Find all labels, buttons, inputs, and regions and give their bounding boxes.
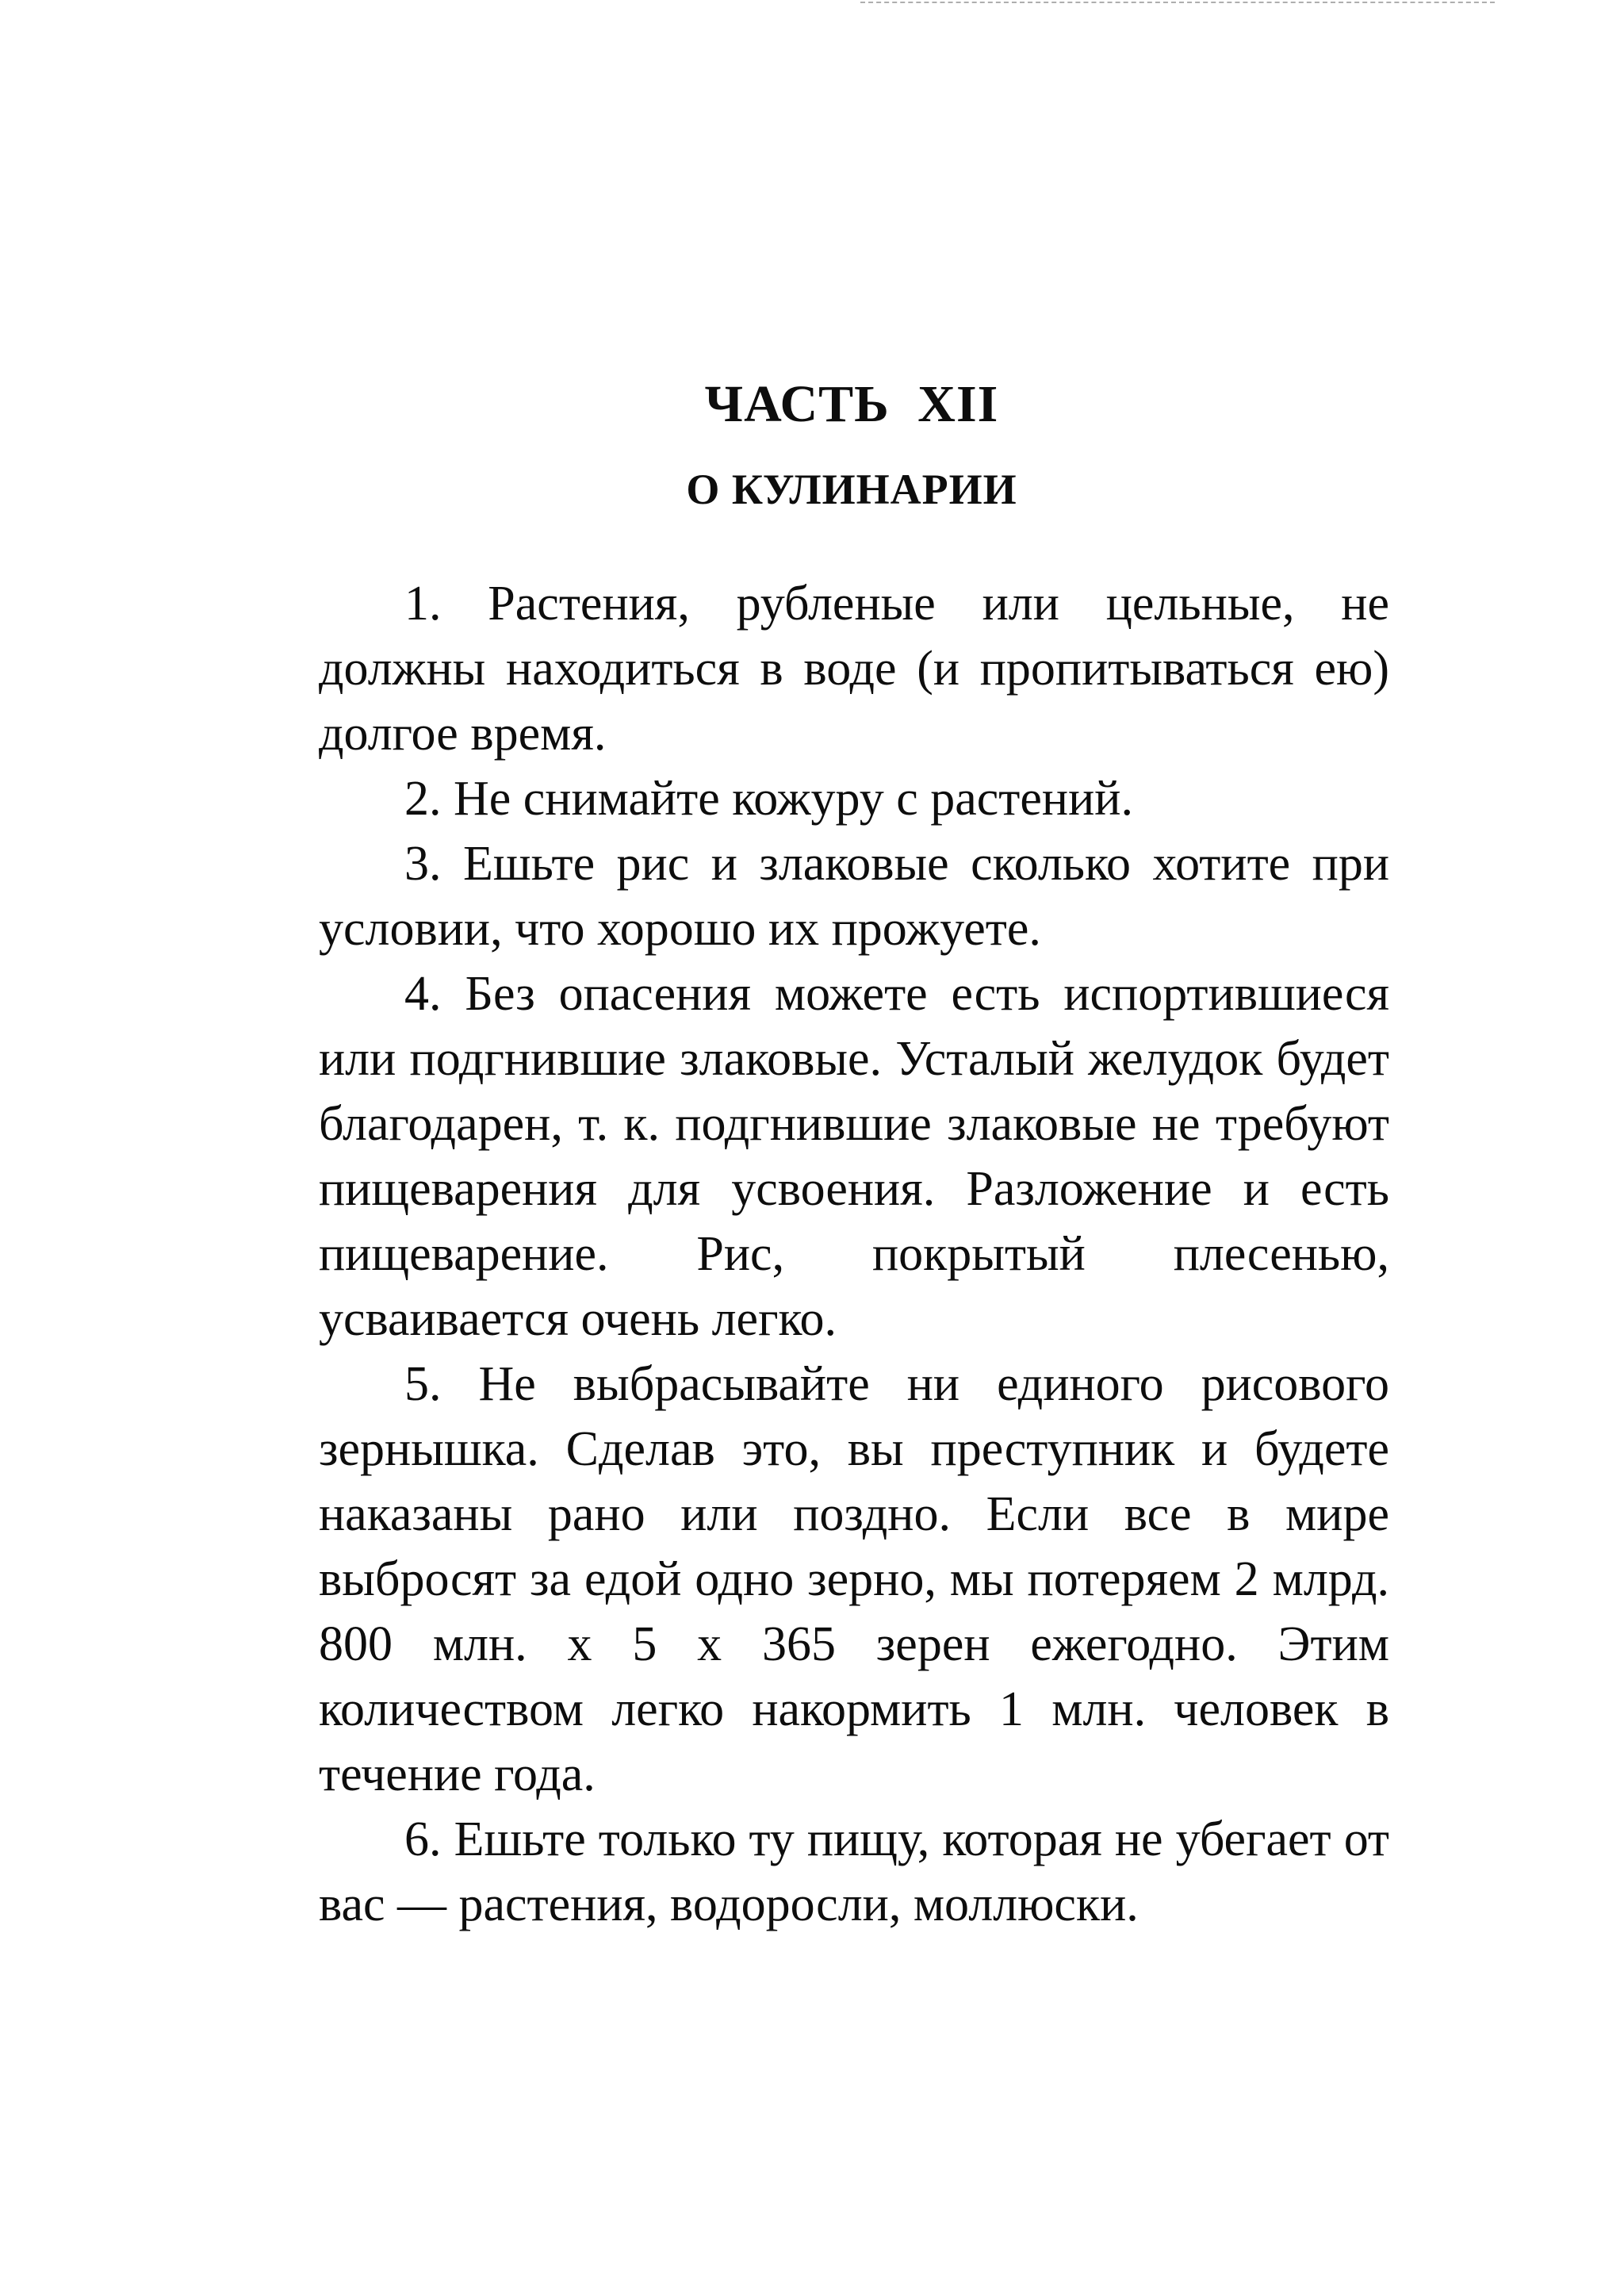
section-title: О КУЛИНАРИИ — [686, 466, 1017, 513]
paragraph-4: 4. Без опасения можете есть испортившиеся или подгнившие злаковые. Усталый желудок будет благодарен, т. к. подгнившие злаковые не требуют пищеварения для усвоения. Разложение и есть пищеварение. Рис, покрытый плесенью, усваивается очень легко. — [319, 967, 1389, 1346]
paragraph-2: 2. Не снимайте кожуру с растений. — [404, 772, 1133, 826]
paragraph-6: 6. Ешьте только ту пищу, которая не убегает от вас — растения, водоросли, моллюски. — [319, 1812, 1389, 1931]
part-title: ЧАСТЬ XII — [704, 375, 999, 433]
paragraph-1: 1. Растения, рубленые или цельные, не должны находиться в воде (и пропитываться ею) долгое время. — [319, 577, 1389, 761]
paragraph-5: 5. Не выбрасывайте ни единого рисового зернышка. Сделав это, вы преступник и будете наказаны рано или поздно. Если все в мире выбросят за едой одно зерно, мы потеряем 2 млрд. 800 млн. х 5 х 365 зерен ежегодно. Этим количеством легко накормить 1 млн. человек в течение года. — [319, 1357, 1389, 1801]
body-text — [319, 571, 1389, 1937]
scan-edge-mark — [860, 2, 1495, 6]
chapter-header — [0, 373, 1624, 517]
paragraph-3: 3. Ешьте рис и злаковые сколько хотите при условии, что хорошо их прожуете. — [319, 837, 1389, 956]
